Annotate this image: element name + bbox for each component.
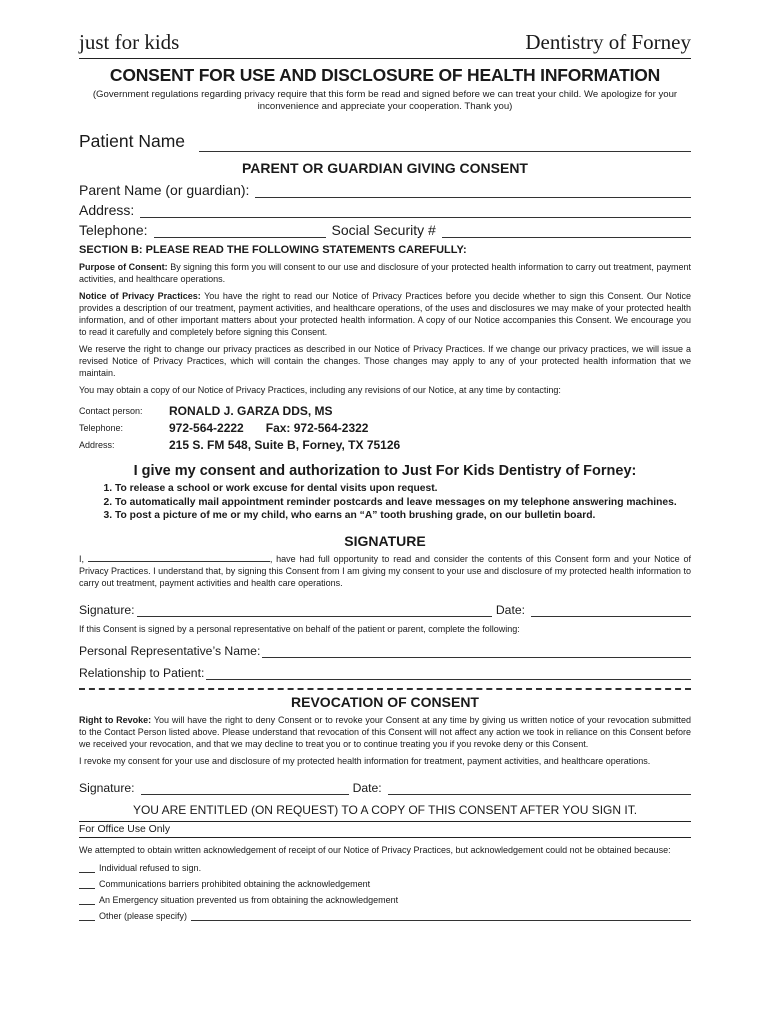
notice-paragraph [79,290,691,338]
rep-name-row [79,644,691,658]
office-use-label: For Office Use Only [79,821,691,838]
purpose-paragraph [79,261,691,285]
authorization-item: 2. To automatically mail appointment reminder postcards and leave messages on my telephone answering machines. [115,497,691,510]
contact-address-label: Address: [79,439,115,450]
address-label: Address: [79,202,135,218]
copy-paragraph: You may obtain a copy of our Notice of Privacy Practices, including any revisions of our Notice, at any time by contacting: [79,385,561,395]
telephone-row [79,222,691,238]
office-option [79,895,691,905]
authorization-list [79,483,691,523]
contact-block [79,402,691,453]
revocation-signature-row [79,781,691,795]
purpose-text: By signing this form you will consent to our use and disclosure of your protected health information to carry out treatment, payment activities, and healthcare operations. [79,262,691,284]
practice-name-right: Dentistry of Forney [525,30,691,54]
other-specify-field[interactable] [191,911,691,921]
practice-name-left: just for kids [79,30,180,54]
authorization-item: 1. To release a school or work excuse for dental visits upon request. [115,483,691,496]
signature-date-field[interactable] [531,604,691,617]
signature-statement [79,553,691,589]
revocation-date-field[interactable] [388,782,691,795]
rep-name-field[interactable] [262,645,691,658]
reserve-paragraph: We reserve the right to change our privacy practices as described in our Notice of Privacy Practices. If we change our privacy practices, we will issue a revised Notice of Privacy Practices, which will contain the changes. Those changes may apply to any of your protected health information that we maintain. [79,344,691,378]
relationship-row [79,666,691,680]
office-option-label: Communications barriers prohibited obtaining the acknowledgement [99,878,371,889]
parent-name-field[interactable] [255,183,691,198]
patient-name-field[interactable] [199,137,691,152]
authorization-item: 3. To post a picture of me or my child, who earns an “A” tooth brushing grade, on our bulletin board. [115,510,691,523]
ssn-label: Social Security # [331,222,436,238]
office-option-checkbox[interactable] [79,879,95,889]
statement-name-field[interactable] [88,553,270,562]
patient-name-label: Patient Name [79,131,186,151]
parent-name-label: Parent Name (or guardian): [79,182,250,198]
office-option [79,863,691,873]
ssn-field[interactable] [442,223,691,238]
statement-text: , have had full opportunity to read and consider the contents of this Consent form and your Notice of Privacy Practices. I understand that, by signing this Consent from I am giving my consent to your use and disclosure of my protected health information to carry out treatment, payment activities and health care operations. [79,553,691,588]
notice-title: Notice of Privacy Practices: [79,291,201,301]
address-field[interactable] [140,203,691,218]
statement-prefix: I, [79,553,88,564]
office-option-checkbox[interactable] [79,911,95,921]
signature-row [79,603,691,617]
office-option-checkbox[interactable] [79,863,95,873]
right-to-revoke-paragraph [79,714,691,750]
contact-address: 215 S. FM 548, Suite B, Forney, TX 75126 [169,437,401,452]
contact-phone: 972-564-2222 [169,420,244,435]
rep-name-label: Personal Representative’s Name: [79,643,261,658]
office-option-checkbox[interactable] [79,895,95,905]
contact-address-row [79,436,691,453]
letterhead [79,30,691,56]
notice-text: You have the right to read our Notice of Privacy Practices before you decide whether to sign this Consent. Our Notice provides a description of our treatment, payment activities, and healthcare operations, of the uses and disclosures we may make of your protected health information, and of other important matters about your protected health information. A copy of our Notice accompanies this Consent. We encourage you to read it carefully and completely before signing this Consent. [79,291,691,337]
authorization-heading: I give my consent and authorization to Just For Kids Dentistry of Forney: [133,463,637,479]
revocation-date-label: Date: [352,780,382,795]
entitled-notice: YOU ARE ENTITLED (ON REQUEST) TO A COPY OF THIS CONSENT AFTER YOU SIGN IT. [132,802,638,817]
consent-form [79,30,691,921]
office-option [79,911,691,921]
form-subtitle: (Government regulations regarding privacy require that this form be read and signed before we can treat your child. We apologize for your inconvenience and appreciate your cooperation. Thank you) [92,89,678,112]
revocation-signature-field[interactable] [141,782,349,795]
contact-phone-label: Telephone: [79,422,124,433]
guardian-heading: PARENT OR GUARDIAN GIVING CONSENT [242,160,528,176]
contact-person-row [79,402,691,419]
right-to-revoke-title: Right to Revoke: [79,714,152,725]
form-title: CONSENT FOR USE AND DISCLOSURE OF HEALTH INFORMATION [109,65,661,85]
telephone-label: Telephone: [79,222,148,238]
header-rule [79,58,691,59]
signature-label: Signature: [79,602,135,617]
patient-name-row [79,131,691,152]
purpose-title: Purpose of Consent: [79,262,168,272]
revocation-signature-label: Signature: [79,780,135,795]
contact-person: RONALD J. GARZA DDS, MS [169,403,333,418]
parent-name-row [79,182,691,198]
relationship-label: Relationship to Patient: [79,665,205,680]
rep-note: If this Consent is signed by a personal representative on behalf of the patient or parent, complete the following: [79,623,520,634]
relationship-field[interactable] [206,667,691,680]
address-row [79,202,691,218]
revocation-heading: REVOCATION OF CONSENT [291,693,479,710]
contact-fax: Fax: 972-564-2322 [265,420,369,435]
office-option [79,879,691,889]
section-b-heading: SECTION B: PLEASE READ THE FOLLOWING STATEMENTS CAREFULLY: [79,244,467,256]
office-option-label: Individual refused to sign. [99,862,202,873]
telephone-field[interactable] [154,223,326,238]
contact-phone-row [79,419,691,436]
signature-date-label: Date: [495,602,525,617]
acknowledgement-text: We attempted to obtain written acknowledgement of receipt of our Notice of Privacy Practices, but acknowledgement could not be obtained because: [79,844,671,855]
signature-field[interactable] [137,604,492,617]
office-option-label: An Emergency situation prevented us from obtaining the acknowledgement [99,894,399,905]
dashed-divider [79,688,691,690]
signature-heading: SIGNATURE [344,532,426,549]
revoke-statement: I revoke my consent for your use and disclosure of my protected health information for treatment, payment activities, and healthcare operations. [79,755,651,766]
right-to-revoke-text: You will have the right to deny Consent or to revoke your Consent at any time by giving us written notice of your revocation submitted to the Contact Person listed above. Please understand that revocation of this Consent will not affect any action we took in reliance on this Consent before we received your revocation, and that we may decline to treat you or to continue treating you if you revoke deny or this Consent. [79,714,691,749]
office-option-label: Other (please specify) [99,910,188,921]
contact-person-label: Contact person: [79,405,143,416]
